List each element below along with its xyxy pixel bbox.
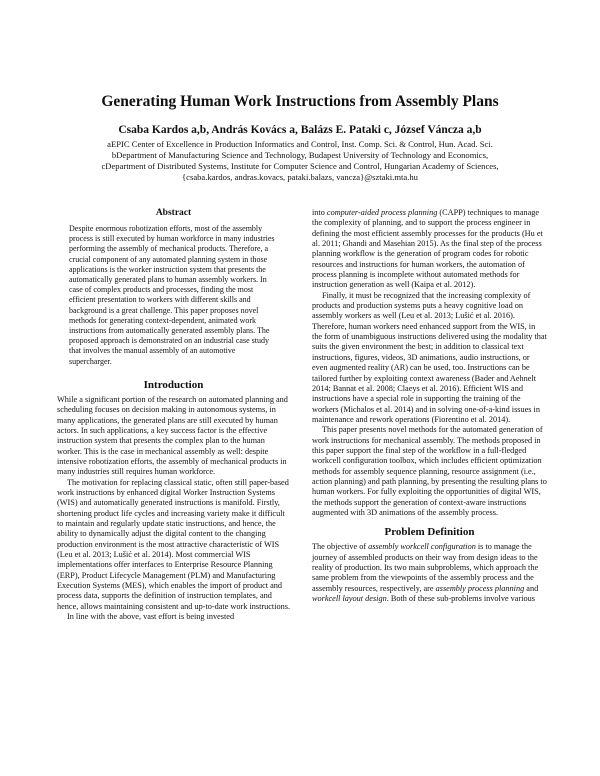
p3-lead: into [312,208,327,217]
pd-em2: assembly process planning [435,583,525,593]
right-column [312,208,547,604]
problem-paragraph [312,542,547,604]
affiliation-c: cDepartment of Distributed Systems, Institute for Computer Science and Control, Hungarian Academy of Sciences, [101,161,499,171]
intro-paragraph-1: While a significant portion of the research on automated planning and scheduling focuses on decision making in autonomous systems, in many applications, the generated plans are still executed by human actors. In such applications, a key success factor is the effective instruction system that presents the complex plan to the human worker. This is the case in mechanical assembly as well: despite intensive robotization efforts, the assembly of mechanical products in many industries still requires human workforce. [57,394,288,477]
pd-t4: . Both of these sub-problems involve various [386,594,535,604]
left-column [57,208,290,622]
intro-paragraph-5: This paper presents novel methods for the automated generation of work instructions for mechanical assembly. The methods proposed in this paper support the final step of the workflow in a full-fledged workcell configuration toolbox, which includes efficient optimization methods for assembly sequence planning, resource assignment (i.e., action planning) and path planning, by presenting the resulting plans to human workers. For fully exploiting the opportunities of digital WIS, the methods support the generation of context-aware instructions augmented with 3D animations of the assembly process. [312,425,547,517]
abstract-text: Despite enormous robotization efforts, most of the assembly process is still executed by human workforce in many industries performing the assembly of mechanical products. Therefore, a crucial component of any automated planning system in those applications is the worker instruction system that presents the automatically generated plans to human assembly workers. In case of complex products and processes, finding the most efficient presentation to workers with different skills and background is a great challenge. This paper proposes novel methods for generating context-dependent, animated work instructions from automatically generated assembly plans. The proposed approach is demonstrated on an industrial case study that involves the manual assembly of an automotive supercharger. [69,224,275,366]
pd-em3: workcell layout design [312,594,387,604]
abstract-heading: Abstract [155,208,192,218]
paper-title: Generating Human Work Instructions from Assembly Plans [101,93,499,110]
capp-term: computer-aided process planning [326,208,438,217]
intro-paragraph-3-cont [312,208,547,291]
author-emails: {csaba.kardos, andras.kovacs, pataki.balazs, vancza}@sztaki.mta.hu [182,172,418,182]
pd-t3: and [524,583,539,593]
affiliations [60,139,540,183]
affiliation-a: aEPIC Center of Excellence in Production Informatics and Control, Inst. Comp. Sci. & Control, Hun. Acad. Sci. [107,139,493,149]
affiliation-b: bDepartment of Manufacturing Science and Technology, Budapest University of Technology and Economics, [111,150,489,160]
intro-paragraph-2: The motivation for replacing classical static, often still paper-based work instructions by enhanced digital Worker Instruction Systems (WIS) and automatically generated instructions is manifold. Firstly, shortening product life cycles and increasing variety make it difficult to maintain and regularly update static instructions, and hence, the ability to dynamically adjust the digital content to the changing production environment is the most attractive characteristic of WIS (Leu et al. 2013; Lušić et al. 2014). Most commercial WIS implementations offer interfaces to Enterprise Resource Planning (ERP), Product Lifecycle Management (PLM) and Manufacturing Execution Systems (MES), which enables the import of product and process data, supports the definition of instruction templates, and hence, allows maintaining consistent and up-to-date work instructions. [57,477,291,611]
problem-heading: Problem Definition [384,526,475,539]
introduction-heading: Introduction [143,378,204,391]
pd-em1: assembly workcell configuration [368,542,476,552]
intro-paragraph-3-start: In line with the above, vast effort is being invested [67,612,235,622]
intro-paragraph-4: Finally, it must be recognized that the increasing complexity of products and production systems puts a heavy cognitive load on assembly workers as well (Leu et al. 2013; Lušić et al. 2016). Therefore, human workers need enhanced support from the WIS, in the form of unambiguous instructions delivered using the modality that suits the given environment the best; in addition to classical text instructions, figures, videos, 3D animations, audio instructions, or even augmented reality (AR) can be used, too. Instructions can be tailored further by exploiting context awareness (Bader and Aehnelt 2014; Bannat et al. 2008; Claeys et al. 2016). Efficient WIS and instructions have a special role in supporting the training of the workers (Michalos et al. 2014) and in solving one-of-a-kind issues in maintenance and rework operations (Fiorentino et al. 2014). [312,290,547,424]
author-list: Csaba Kardos a,b, András Kovács a, Balázs E. Pataki c, József Váncza a,b [118,124,482,136]
pd-t1: The objective of [312,542,369,552]
p3-rest: (CAPP) techniques to manage the complexity of planning, and to support the process engineer in defining the most efficient assembly processes for the products (Hu et al. 2011; Ghandi and Masehian 2015). As the final step of the process planning workflow is the generation of program codes for robotic resources and instructions for human workers, the automation of process planning is incomplete without automated methods for instruction generation as well (Kaipa et al. 2012). [312,208,543,290]
pd-t2: is to manage the journey of assembled products on their way from design ideas to the reality of production. Its two main subproblems, which approach the same problem from the viewpoints of the assembly process and the assembly resources, respectively, are [312,542,539,593]
